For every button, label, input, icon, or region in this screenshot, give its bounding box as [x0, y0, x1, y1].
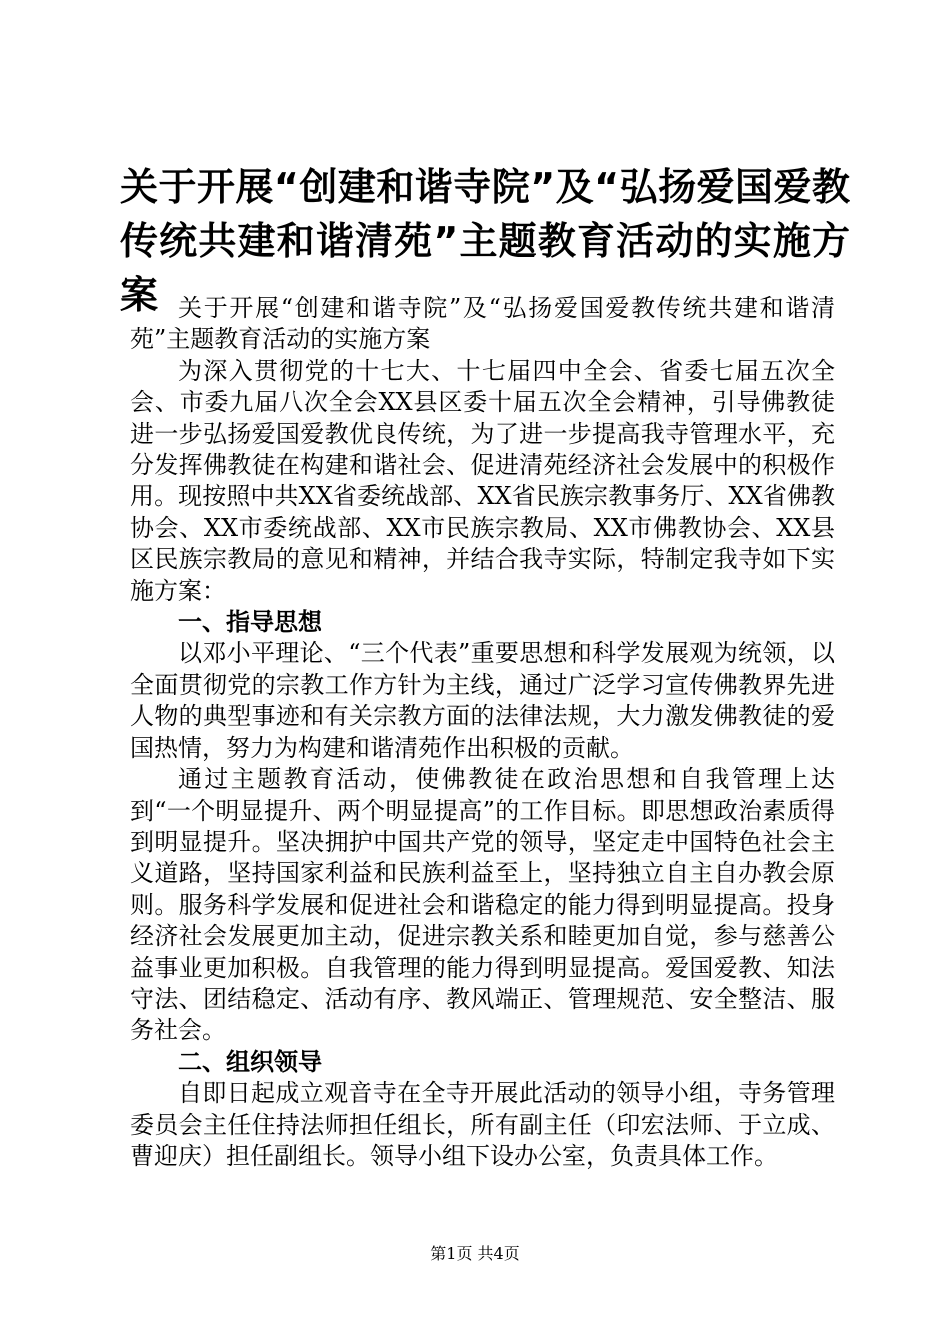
body-paragraph: 以邓小平理论、“三个代表”重要思想和科学发展观为统领，以全面贯彻党的宗教工作方针为主线，通过广泛学习宣传佛教界先进人物的典型事迹和有关宗教方面的法律法规，大力激发佛教徒的爱国热情，努力为构建和谐清苑作出积极的贡献。 [130, 639, 835, 762]
document-title: 关于开展“创建和谐寺院”及“弘扬爱国爱教传统共建和谐清苑”主题教育活动的实施方案 [120, 165, 850, 317]
body-paragraph: 自即日起成立观音寺在全寺开展此活动的领导小组，寺务管理委员会主任住持法师担任组长，所有副主任（印宏法师、于立成、曹迎庆）担任副组长。领导小组下设办公室，负责具体工作。 [130, 1079, 835, 1170]
document-body [130, 293, 835, 1172]
section-heading: 二、组织领导 [178, 1047, 322, 1076]
body-paragraph: 为深入贯彻党的十七大、十七届四中全会、省委七届五次全会、市委九届八次全会XX县区委十届五次全会精神，引导佛教徒进一步弘扬爱国爱教优良传统，为了进一步提高我寺管理水平，充分发挥佛教徒在构建和谐社会、促进清苑经济社会发展中的积极作用。现按照中共XX省委统战部、XX省民族宗教事务厅、XX省佛教协会、XX市委统战部、XX市民族宗教局、XX市佛教协会、XX县区民族宗教局的意见和精神，并结合我寺实际，特制定我寺如下实施方案： [130, 356, 835, 605]
body-paragraph: 通过主题教育活动，使佛教徒在政治思想和自我管理上达到“一个明显提升、两个明显提高”的工作目标。即思想政治素质得到明显提升。坚决拥护中国共产党的领导，坚定走中国特色社会主义道路，坚持国家利益和民族利益至上，坚持独立自主自办教会原则。服务科学发展和促进社会和谐稳定的能力得到明显提高。投身经济社会发展更加主动，促进宗教关系和睦更加自觉，参与慈善公益事业更加积极。自我管理的能力得到明显提高。爱国爱教、知法守法、团结稳定、活动有序、教风端正、管理规范、安全整洁、服务社会。 [130, 765, 835, 1045]
body-paragraph: 关于开展“创建和谐寺院”及“弘扬爱国爱教传统共建和谐清苑”主题教育活动的实施方案 [130, 294, 835, 354]
page-footer: 第1页 共4页 [430, 1244, 520, 1263]
section-heading: 一、指导思想 [178, 608, 322, 637]
